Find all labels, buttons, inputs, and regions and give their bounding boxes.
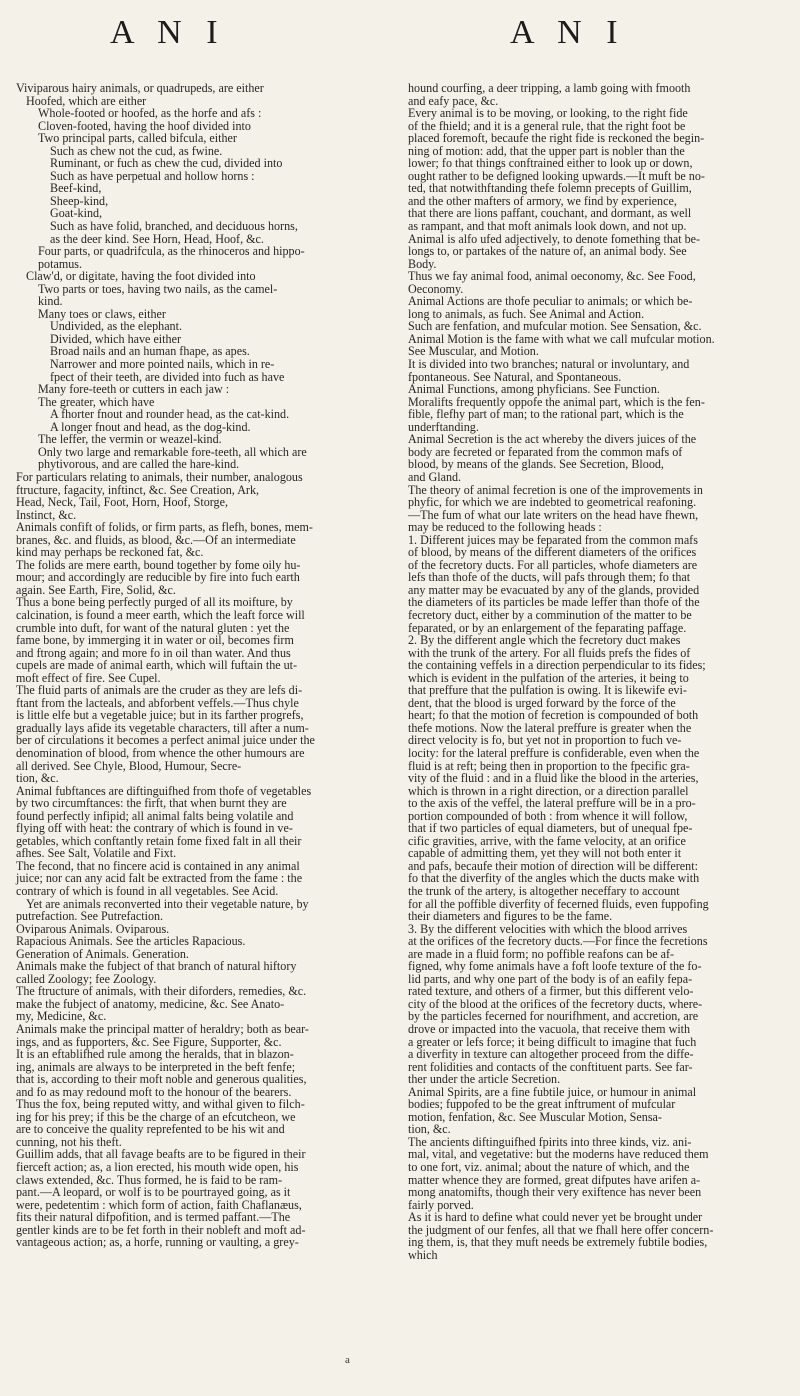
text-line: The greater, which have: [38, 394, 155, 409]
text-line: Viviparous hairy animals, or quadrupeds, are either: [16, 81, 264, 95]
text-line: heart; fo that the motion of fecretion is compounded of both: [408, 708, 699, 723]
text-line: cific gravities, arrive, with the fame velocity, at an orifice: [408, 833, 686, 848]
text-line: mour; and accordingly are reducible by fire into fuch earth: [16, 570, 300, 585]
text-line: Body.: [408, 256, 437, 271]
text-line: Many toes or claws, either: [38, 306, 166, 321]
text-line: dent, that the blood is urged forward by the force of the: [408, 695, 676, 710]
text-line: as rampant, and that moft animals look down, and not up.: [408, 219, 687, 234]
text-line: mong anatomifts, though their very exiftence has never been: [408, 1185, 702, 1200]
text-line: Two principal parts, called bifcula, either: [38, 131, 237, 146]
text-line: ing, animals are always to be interpreted in the beft fenfe;: [16, 1059, 296, 1074]
text-line: lefs than thofe of the ducts, will pafs through them; fo that: [408, 570, 691, 585]
text-line: any matter may be evacuated by any of the glands, provided: [408, 582, 700, 597]
text-line: found perfectly infipid; all animal falts being volatile and: [16, 808, 294, 823]
text-line: fits their natural difpofition, and is termed paffant.—The: [16, 1210, 291, 1225]
text-line: ought rather to be defigned looking upwards.—It muft be no-: [408, 168, 705, 183]
text-line: ing them, is, that they muft needs be extremely fubtile bodies,: [408, 1235, 708, 1250]
text-line: that there are lions paffant, couchant, and dormant, as well: [408, 206, 692, 221]
text-line: Yet are animals reconverted into their vegetable nature, by: [26, 896, 309, 911]
text-line: cupels are made of animal earth, which will fuftain the ut-: [16, 658, 298, 673]
page-header: [0, 14, 800, 78]
text-line: which is thrown in a right direction, or a direction parallel: [408, 783, 689, 798]
text-line: Animals make the fubject of that branch of natural hiftory: [16, 959, 297, 974]
text-line: It is divided into two branches; natural or involuntary, and: [408, 357, 690, 372]
text-line: afhes. See Salt, Volatile and Fixt.: [16, 846, 177, 861]
text-line: feparated, or by an enlargement of the feparating paffage.: [408, 620, 687, 635]
text-line: The leffer, the vermin or weazel-kind.: [38, 432, 222, 447]
text-line: long to animals, as fuch. See Animal and Action.: [408, 306, 645, 321]
text-line: Ruminant, or fuch as chew the cud, divided into: [50, 156, 283, 171]
text-line: that is, according to their moft noble and generous qualities,: [16, 1072, 307, 1087]
text-line: that if two particles of equal diameters, but of unequal fpe-: [408, 821, 693, 836]
text-line: matter whence they are formed, great difputes have arifen a-: [408, 1172, 701, 1187]
text-line: ther under the article Secretion.: [408, 1072, 561, 1087]
text-line: the diameters of its particles be made leffer than thofe of the: [408, 595, 700, 610]
text-line: gradually lays afide its vegetable characters, till after a num-: [16, 720, 309, 735]
text-line: that preffure that the pulfation is owing. It is likewife evi-: [408, 683, 687, 698]
text-line: The theory of animal fecretion is one of the improvements in: [408, 482, 703, 497]
text-line: Only two large and remarkable fore-teeth, all which are: [38, 444, 307, 459]
text-line: and the other mafters of armory, we find by experience,: [408, 193, 677, 208]
text-line: getables, which conftantly retain fome fixed falt in all their: [16, 833, 302, 848]
text-line: Animal is alfo ufed adjectively, to denote fomething that be-: [408, 231, 701, 246]
text-line: capable of admitting them, yet they will not both enter it: [408, 846, 682, 861]
text-line: body are fecreted or feparated from the common mafs of: [408, 444, 683, 459]
text-line: underftanding.: [408, 419, 479, 434]
text-line: may be reduced to the following heads :: [408, 520, 602, 535]
text-line: A fhorter fnout and rounder head, as the cat-kind.: [50, 407, 290, 422]
text-line: at the orifices of the fecretory ducts.—For fince the fecretions: [408, 934, 708, 949]
text-line: gentler kinds are to be fet forth in their nobleft and moft ad-: [16, 1222, 306, 1237]
text-line: Such are fenfation, and mufcular motion. See Sensation, &c.: [408, 319, 702, 334]
text-line: branes, &c. and fluids, as blood, &c.—Of an intermediate: [16, 532, 296, 547]
text-line: longs to, or partakes of the nature of, an animal body. See: [408, 244, 687, 259]
text-line: with the trunk of the artery. For all fluids prefs the fides of: [408, 645, 691, 660]
text-line: and pafs, becaufe their motion of direction will be different:: [408, 858, 698, 873]
text-line: ning of motion: add, that the upper part is nobler than the: [408, 143, 685, 158]
text-line: portion compounded of both : from whence it will follow,: [408, 808, 688, 823]
text-line: of blood, by means of the different diameters of the orifices: [408, 545, 697, 560]
text-line: Thus we fay animal food, animal oeconomy, &c. See Food,: [408, 269, 696, 284]
text-line: is little elfe but a vegetable juice; but in its farther progrefs,: [16, 708, 304, 723]
text-line: Claw'd, or digitate, having the foot divided into: [26, 269, 256, 284]
text-line: fpect of their teeth, are divided into fuch as have: [50, 369, 285, 384]
text-line: Animals make the principal matter of heraldry; both as bear-: [16, 1022, 309, 1037]
text-line: crumble into duft, for want of the natural gluten : yet the: [16, 620, 290, 635]
text-line: claws extended, &c. Thus formed, he is faid to be ram-: [16, 1172, 283, 1187]
text-line: Two parts or toes, having two nails, as the camel-: [38, 281, 278, 296]
text-line: and fo as may redound moft to the honour of the bearers.: [16, 1084, 292, 1099]
text-line: phyfic, for which we are indebted to geometrical reafoning.: [408, 495, 697, 510]
text-line: Such as chew not the cud, as fwine.: [50, 143, 223, 158]
text-line: Every animal is to be moving, or looking, to the right fide: [408, 106, 688, 121]
text-line: figned, why fome animals have a foft loofe texture of the fo-: [408, 959, 702, 974]
running-head-left: A N I: [110, 14, 226, 51]
text-line: fo that the diverfity of the angles which the ducts make with: [408, 871, 700, 886]
text-line: city of the blood at the orifices of the fecretory ducts, where-: [408, 996, 703, 1011]
text-line: Four parts, or quadrifcula, as the rhinoceros and hippo-: [38, 244, 305, 259]
text-line: a diverfity in texture can altogether proceed from the diffe-: [408, 1047, 694, 1062]
text-line: the containing veffels in a direction perpendicular to its fides;: [408, 658, 706, 673]
text-line: Goat-kind,: [50, 206, 103, 221]
text-line: Moralifts frequently oppofe the animal part, which is the fen-: [408, 394, 705, 409]
text-line: ing for his prey; if this be the charge of an efcutcheon, we: [16, 1109, 296, 1124]
text-line: phytivorous, and are called the hare-kind.: [38, 457, 240, 472]
text-line: hound courfing, a deer tripping, a lamb going with fmooth: [408, 81, 691, 95]
text-line: It is an eftablifhed rule among the heralds, that in blazon-: [16, 1047, 294, 1062]
text-line: lower; fo that things conftrained either to look up or down,: [408, 156, 693, 171]
text-line: 3. By the different velocities with which the blood arrives: [408, 921, 688, 936]
text-line: fecretory duct, either by a comminution of the matter to be: [408, 607, 692, 622]
text-line: direct velocity is fo, but yet not in proportion to fuch ve-: [408, 733, 682, 748]
text-line: and ftrong again; and more fo in oil than water. And thus: [16, 645, 291, 660]
text-line: fame bone, by immerging it in water or oil, becomes firm: [16, 633, 294, 648]
text-line: Head, Neck, Tail, Foot, Horn, Hoof, Storge,: [16, 495, 228, 510]
text-line: moft effect of fire. See Cupel.: [16, 670, 161, 685]
text-line: Such as have perpetual and hollow horns :: [50, 168, 255, 183]
text-line: 2. By the different angle which the fecretory duct makes: [408, 633, 681, 648]
text-line: ftructure, fagacity, inftinct, &c. See Creation, Ark,: [16, 482, 260, 497]
text-line: The ancients diftinguifhed fpirits into three kinds, viz. ani-: [408, 1134, 692, 1149]
text-line: flying off with heat: the contrary of which is found in ve-: [16, 821, 293, 836]
text-line: as the deer kind. See Horn, Head, Hoof, &c.: [50, 231, 264, 246]
text-line: See Muscular, and Motion.: [408, 344, 539, 359]
text-line: Generation of Animals. Generation.: [16, 946, 189, 961]
text-line: Animal Spirits, are a fine fubtile juice, or humour in animal: [408, 1084, 697, 1099]
text-line: of the fecretory ducts. For all particles, whofe diameters are: [408, 557, 698, 572]
text-line: ted, that notwithftanding thefe folemn precepts of Guillim,: [408, 181, 692, 196]
text-line: Animal Actions are thofe peculiar to animals; or which be-: [408, 294, 693, 309]
text-line: Hoofed, which are either: [26, 93, 147, 108]
text-line: —The fum of what our late writers on the head have fhewn,: [408, 507, 699, 522]
text-line: putrefaction. See Putrefaction.: [16, 909, 164, 924]
text-line: juice; nor can any acid falt be extracted from the fame : the: [16, 871, 303, 886]
text-line: fpontaneous. See Natural, and Spontaneous.: [408, 369, 622, 384]
text-line: rated texture, and others of a firmer, but this different velo-: [408, 984, 694, 999]
text-line: blood, by means of the glands. See Secretion, Blood,: [408, 457, 664, 472]
text-line: placed foremoft, becaufe the right fide is reckoned the begin-: [408, 131, 705, 146]
text-line: ftant from the lacteals, and abforbent veffels.—Thus chyle: [16, 695, 299, 710]
text-line: Rapacious Animals. See the articles Rapacious.: [16, 934, 246, 949]
text-line: denomination of blood, from whence the other humours are: [16, 745, 305, 760]
text-line: Instinct, &c.: [16, 507, 77, 522]
text-line: Animal Functions, among phyficians. See Function.: [408, 382, 660, 397]
text-line: Thus a bone being perfectly purged of all its moifture, by: [16, 595, 293, 610]
text-line: A longer fnout and head, as the dog-kind.: [50, 419, 251, 434]
text-line: Whole-footed or hoofed, as the horfe and afs :: [38, 106, 262, 121]
text-line: again. See Earth, Fire, Solid, &c.: [16, 582, 176, 597]
text-line: fierceft action; as, a lion erected, his mouth wide open, his: [16, 1160, 299, 1175]
text-line: Thus the fox, being reputed witty, and withal given to filch-: [16, 1097, 305, 1112]
text-line: calcination, is found a meer earth, which the leaft force will: [16, 607, 305, 622]
text-line: Cloven-footed, having the hoof divided into: [38, 118, 251, 133]
text-line: lid parts, and why one part of the body is of an eafily fepa-: [408, 971, 693, 986]
text-line: Such as have folid, branched, and deciduous horns,: [50, 219, 298, 234]
text-line: my, Medicine, &c.: [16, 1009, 107, 1024]
text-line: thefe motions. Now the lateral preffure is greater when the: [408, 720, 692, 735]
text-line: by two circumftances: the firft, that when burnt they are: [16, 796, 287, 811]
text-line: tion, &c.: [16, 771, 59, 786]
text-line: make the fubject of anatomy, medicine, &c. See Anato-: [16, 996, 285, 1011]
text-line: Animal fubftances are diftinguifhed from thofe of vegetables: [16, 783, 312, 798]
text-line: a greater or lefs force; it being difficult to imagine that fuch: [408, 1034, 697, 1049]
text-line: motion, fenfation, &c. See Muscular Motion, Sensa-: [408, 1109, 662, 1124]
text-line: Oviparous Animals. Oviparous.: [16, 921, 170, 936]
right-column: [408, 82, 783, 1261]
text-line: Oeconomy.: [408, 281, 464, 296]
text-line: of the fhield; and it is a general rule, that the right foot be: [408, 118, 686, 133]
text-line: cunning, not his theft.: [16, 1134, 122, 1149]
text-line: their diameters and figures to be the fame.: [408, 909, 613, 924]
signature-mark: a: [345, 1354, 350, 1366]
text-line: vity of the fluid : and in a fluid like the blood in the arteries,: [408, 771, 699, 786]
text-line: to the axis of the veffel, the lateral preffure will be in a pro-: [408, 796, 696, 811]
text-line: Undivided, as the elephant.: [50, 319, 182, 334]
text-line: Broad nails and an human fhape, as apes.: [50, 344, 250, 359]
text-line: which: [408, 1247, 438, 1262]
text-line: 1. Different juices may be feparated from the common mafs: [408, 532, 698, 547]
text-line: vantageous action; as, a horfe, running or vaulting, a grey-: [16, 1235, 299, 1250]
text-line: drove or impacted into the vacuola, that receive them with: [408, 1022, 691, 1037]
text-line: Sheep-kind,: [50, 193, 109, 208]
text-line: Narrower and more pointed nails, which in re-: [50, 357, 275, 372]
text-line: The ftructure of animals, with their diforders, remedies, &c.: [16, 984, 307, 999]
text-line: which is evident in the pulfation of the arteries, it being to: [408, 670, 689, 685]
text-line: Guillim adds, that all favage beafts are to be figured in their: [16, 1147, 306, 1162]
text-line: locity: for the lateral preffure is confiderable, even when the: [408, 745, 700, 760]
text-line: Animal Secretion is the act whereby the divers juices of the: [408, 432, 697, 447]
text-line: Many fore-teeth or cutters in each jaw :: [38, 382, 230, 397]
text-line: and eafy pace, &c.: [408, 93, 499, 108]
text-line: to one fort, viz. animal; about the nature of which, and the: [408, 1160, 690, 1175]
text-line: Animal Motion is the fame with what we call mufcular motion.: [408, 331, 715, 346]
text-line: The folids are mere earth, bound together by fome oily hu-: [16, 557, 301, 572]
text-line: fible, flefhy part of man; to the rational part, which is the: [408, 407, 684, 422]
text-line: were, pedetentim : which form of action, faith Chaflanæus,: [16, 1197, 302, 1212]
text-line: the judgment of our fenfes, all that we fhall here offer concern-: [408, 1222, 714, 1237]
text-line: The fluid parts of animals are the cruder as they are lefs di-: [16, 683, 303, 698]
text-line: all derived. See Chyle, Blood, Humour, Secre-: [16, 758, 242, 773]
text-line: Beef-kind,: [50, 181, 102, 196]
text-line: For particulars relating to animals, their number, analogous: [16, 469, 303, 484]
text-line: mal, vital, and vegetative: but the moderns have reduced them: [408, 1147, 709, 1162]
text-line: are to conceive the quality reprefented to be his wit and: [16, 1122, 285, 1137]
text-line: As it is hard to define what could never yet be brought under: [408, 1210, 703, 1225]
text-line: fairly porved.: [408, 1197, 474, 1212]
text-line: The fecond, that no fincere acid is contained in any animal: [16, 858, 300, 873]
text-line: contrary of which is found in all vegetables. See Acid.: [16, 884, 279, 898]
text-line: fluid is at reft; being then in proportion to the fpecific gra-: [408, 758, 690, 773]
left-column: [16, 82, 391, 1249]
text-line: kind may perhaps be reckoned fat, &c.: [16, 545, 204, 560]
text-line: by the particles fecerned for nourifhment, and accretion, are: [408, 1009, 699, 1024]
text-line: ber of circulations it becomes a perfect animal juice under the: [16, 733, 315, 748]
text-line: pant.—A leopard, or wolf is to be pourtrayed going, as it: [16, 1185, 291, 1200]
text-line: the trunk of the artery, is altogether neceffary to account: [408, 884, 680, 898]
text-line: bodies; fuppofed to be the great inftrument of mufcular: [408, 1097, 676, 1112]
text-line: tion, &c.: [408, 1122, 451, 1137]
text-line: rent folidities and contacts of the conftituent parts. See far-: [408, 1059, 693, 1074]
text-line: called Zoology; fee Zoology.: [16, 971, 157, 986]
running-head-right: A N I: [510, 14, 626, 51]
text-line: potamus.: [38, 256, 83, 271]
text-line: kind.: [38, 294, 63, 309]
text-line: ings, and as fupporters, &c. See Figure, Supporter, &c.: [16, 1034, 282, 1049]
text-line: for all the poffible diverfity of fecerned fluids, even fuppofing: [408, 896, 709, 911]
text-line: Divided, which have either: [50, 331, 181, 346]
text-line: are made in a fluid form; no poffible reafons can be af-: [408, 946, 675, 961]
text-line: Animals confift of folids, or firm parts, as flefh, bones, mem-: [16, 520, 313, 535]
text-line: and Gland.: [408, 469, 462, 484]
